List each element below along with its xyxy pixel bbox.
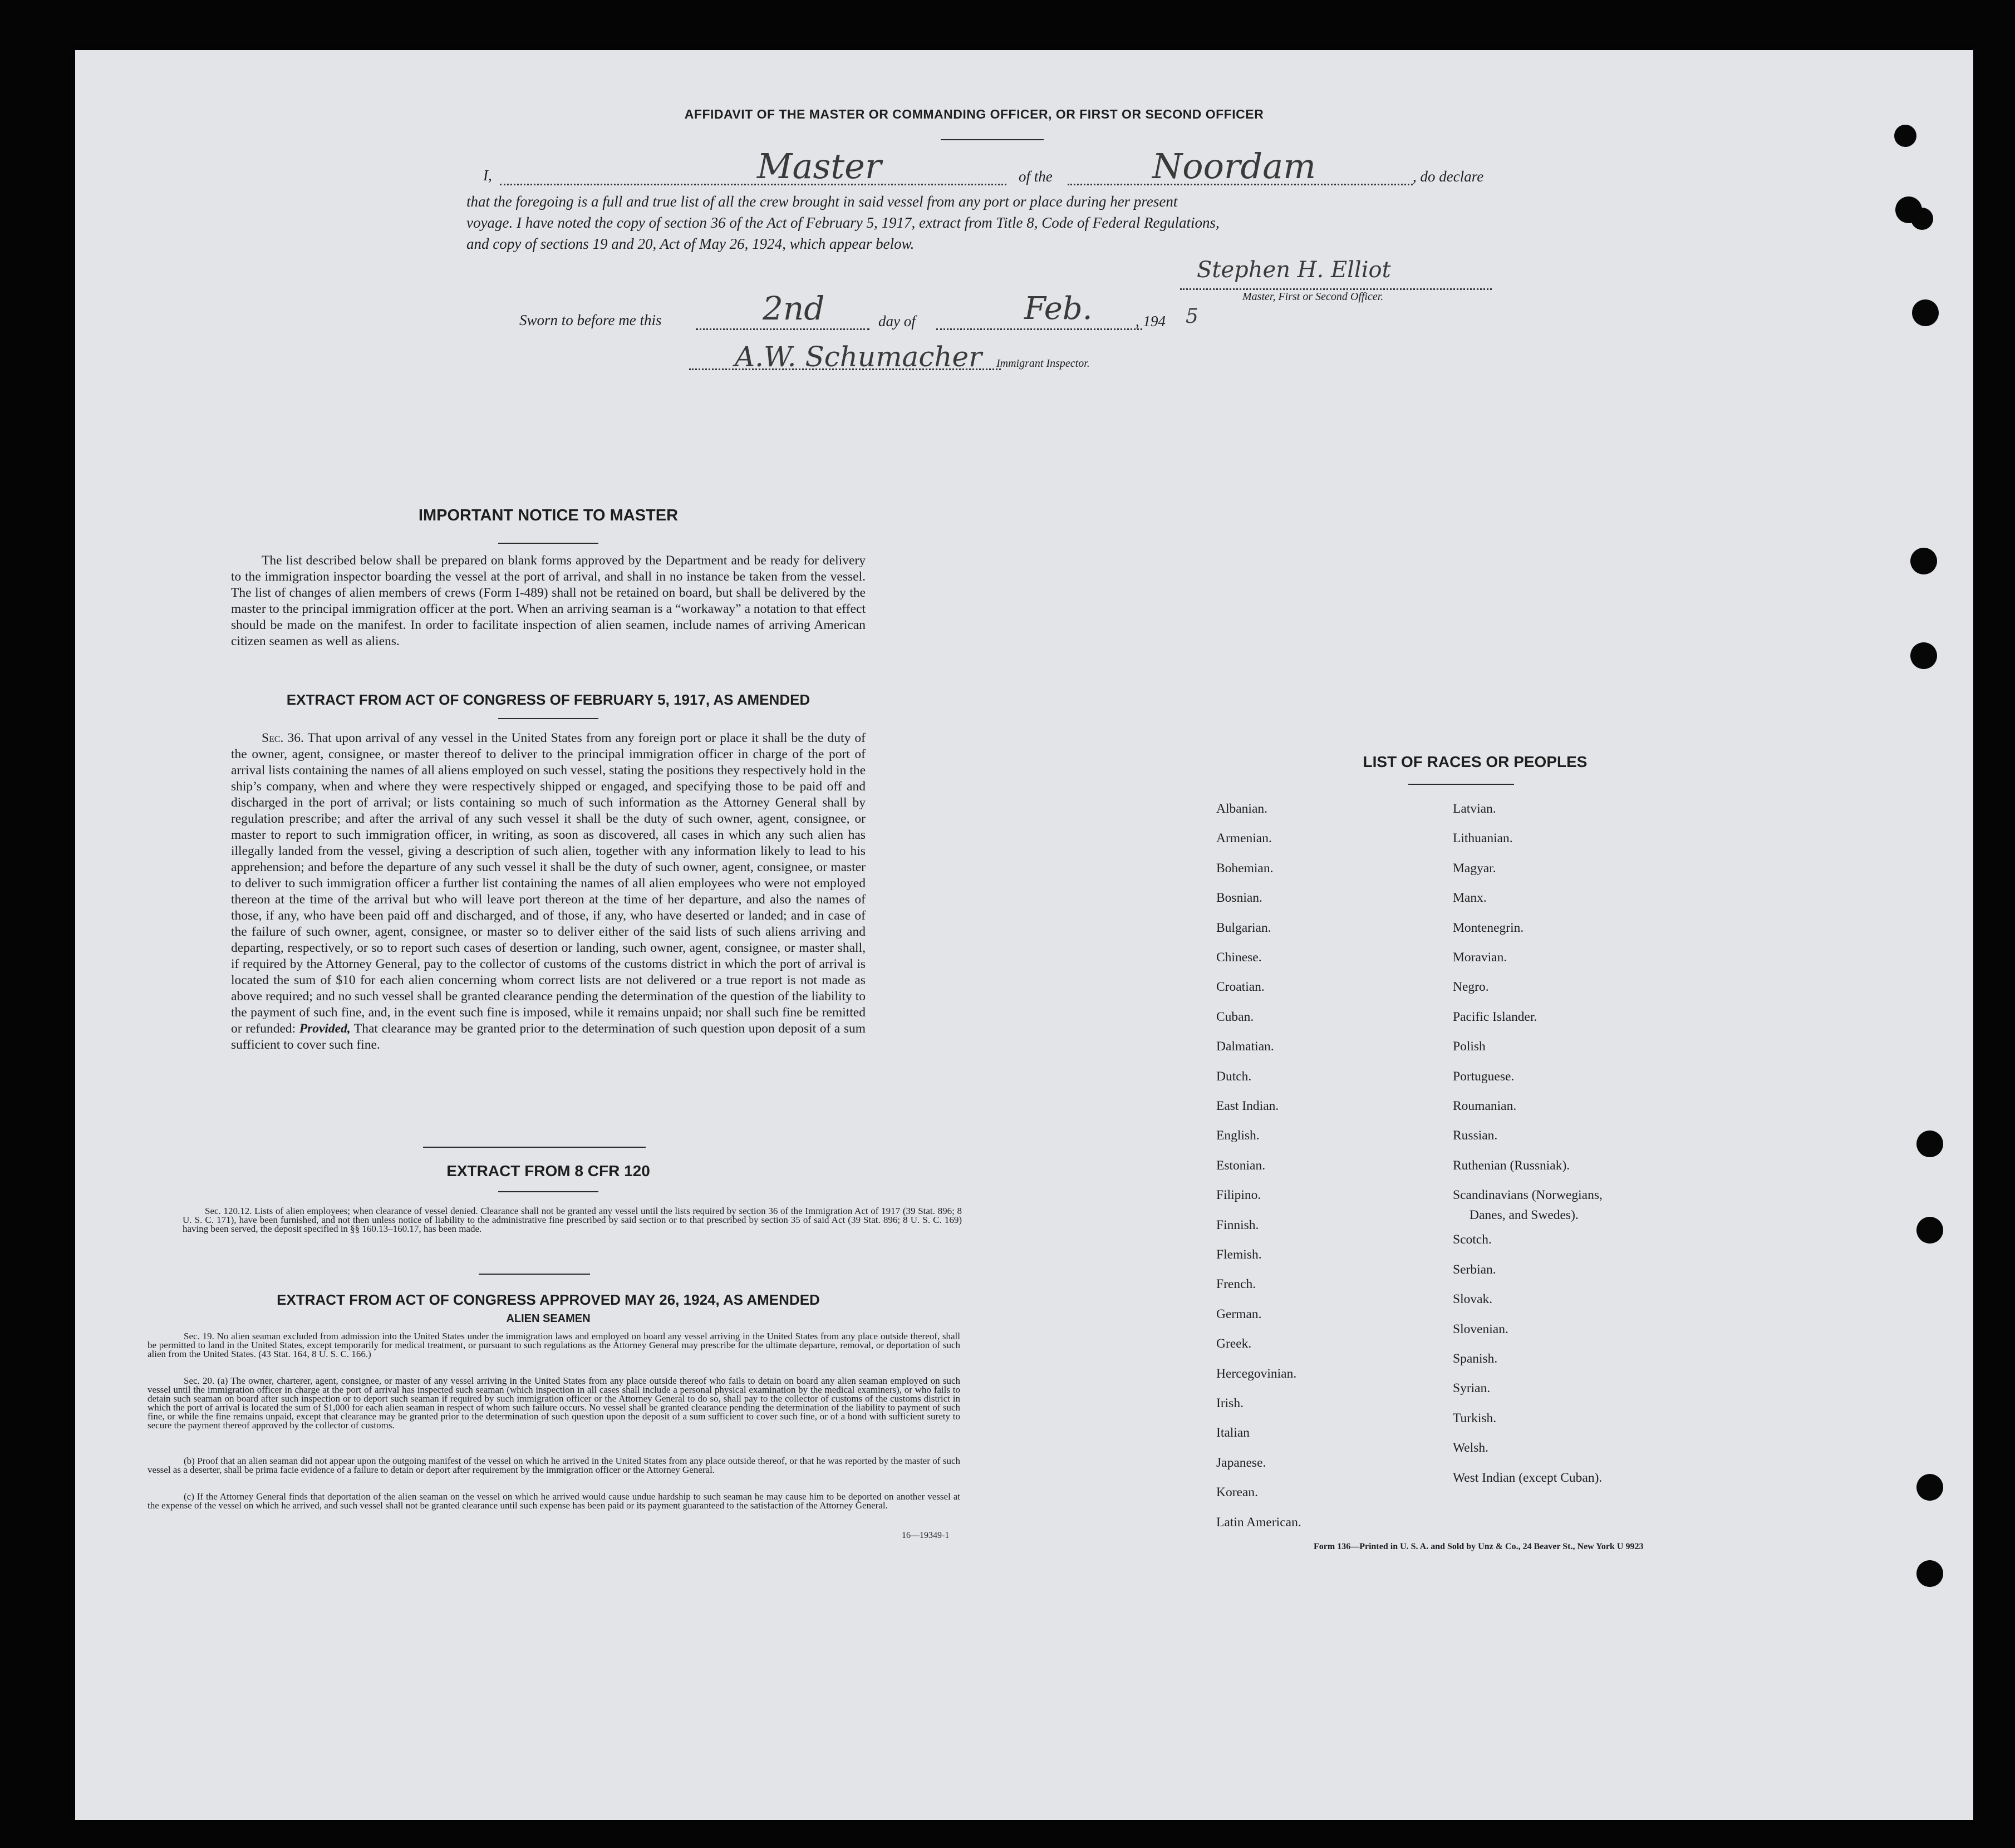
sec-20c-text: (c) If the Attorney General finds that deportation of the alien seaman on the vessel on which he arrived would cause undue hardship to such seaman he may cause him to be deported on another vessel at the expense of the vessel on which he arrived, and such vessel shall not be granted clearance until such expense has been paid or its payment guaranteed to the satisfaction of the Attorney General. — [148, 1491, 960, 1511]
race-item: Magyar. — [1453, 861, 1496, 876]
race-item: Bohemian. — [1216, 861, 1274, 876]
race-item: Chinese. — [1216, 950, 1262, 965]
race-item: Bosnian. — [1216, 891, 1262, 905]
race-item: German. — [1216, 1307, 1262, 1321]
notice-text: The list described below shall be prepared on blank forms approved by the Department and be ready for delivery to the immigration inspector boarding the vessel at the port of arrival, and shall in no instance be taken from the vessel. The list of changes of alien members of crews (Form I-489) shall not be retained on board, but shall be delivered by the master to the principal immigration officer at the port. When an arriving seaman is a “workaway” a notation to that effect should be made on the manifest. In order to facilitate inspection of alien seamen, include names of arriving American citizen seamen as well as aliens. — [231, 553, 866, 648]
affidavit-i-label: I, — [483, 167, 492, 184]
rank-line — [500, 184, 1006, 185]
binder-hole — [1916, 1217, 1943, 1244]
race-item: East Indian. — [1216, 1099, 1279, 1113]
day-of-label: day of — [878, 313, 916, 330]
race-item: Croatian. — [1216, 980, 1265, 994]
sec-20a-text: Sec. 20. (a) The owner, charterer, agent, consignee, or master of any vessel arriving in the United States from any place outside thereof who fails to detain on board any alien seaman employed on such vessel until the immigration officer in charge at the port of arrival has inspected such seaman (which inspection in all cases shall include a personal physical examination by the medical examiners), or who fails to detain such seaman on board after such inspection or to deport such seaman if required by such immigration officer or the Attorney General to do so, shall pay to the collector of customs of the customs district in which the port of arrival is located the sum of $1,000 for each alien seaman in respect of whom such failure occurs. No vessel shall be granted clearance pending the determination of the liability to payment of such fine, or while the fine remains unpaid, except that clearance may be granted prior to the determination of such question upon the deposit of a sum sufficient to cover such fine, or of a bond with sufficient surety to secure the payment thereof approved by the collector of customs. — [148, 1375, 960, 1431]
race-item: Polish — [1453, 1039, 1486, 1054]
race-item: Syrian. — [1453, 1381, 1491, 1395]
sworn-month: Feb. — [1024, 291, 1093, 327]
sec-36-label: Sec. 36. — [262, 731, 304, 745]
divider — [1408, 784, 1514, 785]
race-item: Estonian. — [1216, 1158, 1266, 1173]
extract-1917-text — [231, 730, 866, 1053]
race-item: Korean. — [1216, 1485, 1259, 1500]
do-declare-label: , do declare — [1413, 168, 1484, 185]
race-item: Serbian. — [1453, 1262, 1496, 1277]
form-footer: Form 136—Printed in U. S. A. and Sold by Unz & Co., 24 Beaver St., New York U 9923 — [1314, 1542, 1644, 1551]
extract-cfr-text: Sec. 120.12. Lists of alien employees; when clearance of vessel denied. Clearance shall not be granted any vessel until the lists required by section 36 of the Immigration Act of 1917 (39 Stat. 896; 8 U. S. C. 171), have been furnished, and not then unless notice of liability to the administrative fine prescribed by said section or to that prescribed by section 35 of said Act (39 Stat. 896; 8 U. S. C. 169) having been served, the deposit specified in §§ 160.13–160.17, has been made. — [183, 1206, 962, 1234]
race-item: Italian — [1216, 1426, 1250, 1440]
divider — [941, 139, 1044, 140]
race-item: Scandinavians (Norwegians, — [1453, 1188, 1603, 1202]
race-item: Montenegrin. — [1453, 921, 1524, 935]
race-item: Welsh. — [1453, 1441, 1489, 1455]
signature-line — [1180, 288, 1492, 290]
race-item: Manx. — [1453, 891, 1487, 905]
race-item: Ruthenian (Russniak). — [1453, 1158, 1570, 1173]
race-item: Dalmatian. — [1216, 1039, 1274, 1054]
of-the-label: of the — [1019, 168, 1053, 185]
sworn-day: 2nd — [763, 289, 825, 327]
race-item: Japanese. — [1216, 1456, 1266, 1470]
affidavit-line-2: that the foregoing is a full and true list of all the crew brought in said vessel from any port or place during her present — [466, 193, 1178, 210]
day-line — [696, 328, 869, 330]
binder-hole — [1910, 548, 1937, 574]
race-item: Lithuanian. — [1453, 831, 1513, 846]
binder-hole — [1916, 1560, 1943, 1587]
divider — [498, 1191, 598, 1192]
sec-19-text: Sec. 19. No alien seaman excluded from admission into the United States under the immigration laws and employed on board any vessel arriving in the United States from any place outside thereof, shall be permitted to land in the United States, except temporarily for medical treatment, or pursuant to such regulations as the Attorney General may prescribe for the ultimate departure, removal, or deportation of such alien from the United States. (43 Stat. 164, 8 U. S. C. 166.) — [148, 1331, 960, 1359]
race-item: Bulgarian. — [1216, 921, 1271, 935]
affidavit-line-3: voyage. I have noted the copy of section 36 of the Act of February 5, 1917, extract from Title 8, Code of Federal Regulations, — [466, 214, 1220, 231]
extract-1917-title: EXTRACT FROM ACT OF CONGRESS OF FEBRUARY 5, 1917, AS AMENDED — [286, 691, 810, 708]
race-item: Spanish. — [1453, 1351, 1498, 1366]
extract-1924-subtitle: ALIEN SEAMEN — [506, 1313, 591, 1325]
divider — [479, 1274, 590, 1275]
binder-hole — [1894, 125, 1916, 147]
master-signature: Stephen H. Elliot — [1197, 257, 1391, 283]
year-suffix: 5 — [1186, 305, 1198, 328]
year-prefix: , 194 — [1136, 313, 1166, 330]
binder-hole — [1916, 1474, 1943, 1501]
divider — [423, 1147, 646, 1148]
race-item: West Indian (except Cuban). — [1453, 1471, 1603, 1485]
binder-hole — [1916, 1131, 1943, 1157]
provided-clause: Provided, — [299, 1021, 351, 1036]
inspector-caption: Immigrant Inspector. — [996, 357, 1090, 370]
month-line — [936, 328, 1142, 330]
race-item: Irish. — [1216, 1396, 1244, 1410]
signature-caption: Master, First or Second Officer. — [1242, 291, 1384, 303]
affidavit-line-4: and copy of sections 19 and 20, Act of May 26, 1924, which appear below. — [466, 235, 915, 252]
race-item: Portuguese. — [1453, 1069, 1515, 1084]
race-item: Danes, and Swedes). — [1470, 1208, 1579, 1222]
binder-hole — [1910, 642, 1937, 669]
sec-36-ending: That clearance may be granted prior to the determination of such question upon deposit of a sum sufficient to cover such fine. — [231, 1021, 866, 1052]
race-item: English. — [1216, 1128, 1260, 1143]
race-item: Cuban. — [1216, 1010, 1254, 1024]
divider — [498, 718, 598, 719]
race-item: Flemish. — [1216, 1247, 1262, 1262]
sec-20b-text: (b) Proof that an alien seaman did not appear upon the outgoing manifest of the vessel on which he arrived in the United States from any place outside thereof, or that he was reported by the master of such vessel as a deserter, shall be prima facie evidence of a failure to detain or deport after requirement by the immigration officer or the Attorney General. — [148, 1456, 960, 1475]
extract-1924-title: EXTRACT FROM ACT OF CONGRESS APPROVED MAY 26, 1924, AS AMENDED — [277, 1291, 820, 1308]
race-item: French. — [1216, 1277, 1256, 1291]
race-item: Negro. — [1453, 980, 1489, 994]
race-item: Albanian. — [1216, 802, 1268, 816]
race-item: Turkish. — [1453, 1411, 1497, 1426]
race-item: Russian. — [1453, 1128, 1498, 1143]
binder-hole — [1912, 299, 1939, 326]
race-item: Roumanian. — [1453, 1099, 1517, 1113]
race-item: Slovenian. — [1453, 1322, 1508, 1336]
race-item: Armenian. — [1216, 831, 1272, 846]
notice-title: IMPORTANT NOTICE TO MASTER — [418, 507, 679, 524]
handwritten-rank: Master — [757, 146, 882, 186]
race-item: Greek. — [1216, 1336, 1252, 1351]
race-item: Slovak. — [1453, 1292, 1493, 1306]
affidavit-title: AFFIDAVIT OF THE MASTER OR COMMANDING OFFICER, OR FIRST OR SECOND OFFICER — [684, 107, 1264, 121]
extract-cfr-title: EXTRACT FROM 8 CFR 120 — [446, 1162, 650, 1179]
race-item: Hercegovinian. — [1216, 1367, 1297, 1381]
race-item: Moravian. — [1453, 950, 1507, 965]
inspector-signature: A.W. Schumacher — [735, 341, 982, 373]
form-code: 16—19349-1 — [902, 1531, 950, 1540]
binder-hole — [1911, 208, 1933, 230]
race-item: Filipino. — [1216, 1188, 1261, 1202]
races-title: LIST OF RACES OR PEOPLES — [1363, 753, 1588, 770]
handwritten-vessel: Noordam — [1152, 146, 1316, 186]
sec-36-body: That upon arrival of any vessel in the United States from any foreign port or place it shall be the duty of the owner, agent, consignee, or master thereof to deliver to the principal immigration officer in charge of the port of arrival lists containing the names of all aliens employed on such vessel, stating the positions they respectively hold in the ship’s company, when and where they were respectively shipped or engaged, and specifying those to be paid off and discharged in the port of arrival; or lists containing so much of such information as the Attorney General shall by regulation prescribe; and after the arrival of any such vessel it shall be the duty of such owner, agent, consignee, or master to report to such immigration officer, in writing, as soon as discovered, all cases in which any such alien has illegally landed from the vessel, giving a description of such alien, together with any information likely to lead to his apprehension; and before the departure of any such vessel it shall be the duty of such owner, agent, consignee, or master to deliver to such immigration officer a further list containing the names of all alien employees who were not employed thereon at the time of the arrival but who will leave port thereon at the time of her departure, and also the names of those, if any, who have been paid off and discharged, and of those, if any, who have deserted or landed; and in case of the failure of such owner, agent, consignee, or master so to deliver either of the said lists of such aliens arriving and departing, respectively, or so to report such cases of desertion or landing, such owner, agent, consignee, or master shall, if required by the Attorney General, pay to the collector of customs of the customs district in which the port of arrival is located the sum of $10 for each alien concerning whom correct lists are not delivered or a true report is not made as above required; and no such vessel shall be granted clearance pending the determination of the question of the liability to the payment of such fine, and, in the event such fine is imposed, while it remains unpaid; nor shall such fine be remitted or refunded: — [231, 731, 866, 1036]
race-item: Scotch. — [1453, 1232, 1492, 1247]
race-item: Finnish. — [1216, 1218, 1259, 1232]
race-item: Latvian. — [1453, 802, 1496, 816]
race-item: Pacific Islander. — [1453, 1010, 1537, 1024]
race-item: Latin American. — [1216, 1515, 1301, 1530]
sworn-label: Sworn to before me this — [519, 312, 662, 328]
divider — [498, 543, 598, 544]
race-item: Dutch. — [1216, 1069, 1252, 1084]
